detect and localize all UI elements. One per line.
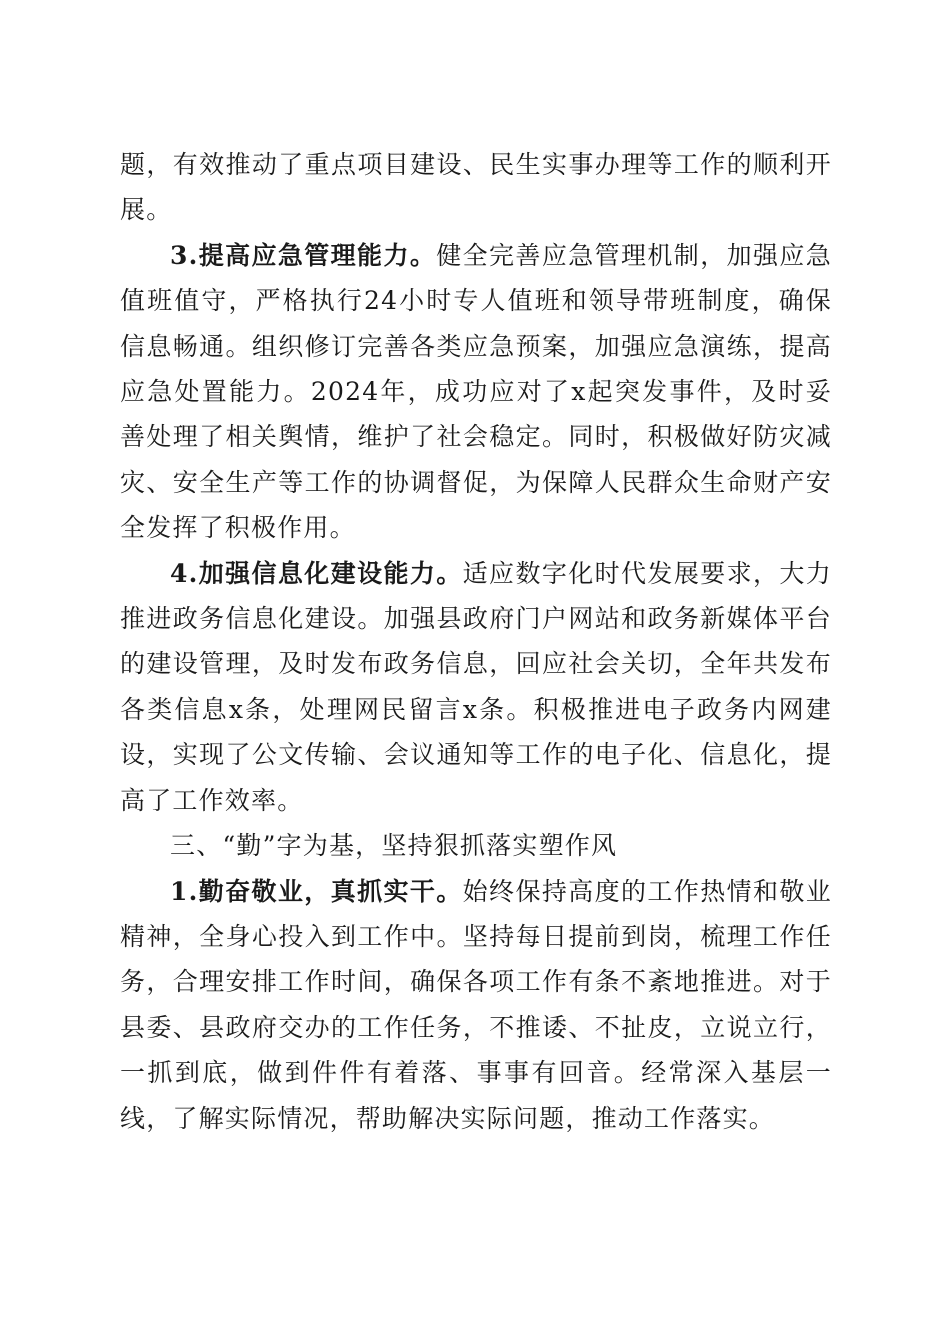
paragraph-continuation	[120, 142, 832, 233]
paragraph-emergency-management	[120, 233, 832, 551]
paragraph-heading: 4.加强信息化建设能力。	[170, 558, 463, 588]
paragraph-text: 适应数字化时代发展要求，大力推进政务信息化建设。加强县政府门户网站和政务新媒体平台的建设管理，及时发布政务信息，回应社会关切，全年共发布各类信息x条，处理网民留言x条。积极推进电子政务内网建设，实现了公文传输、会议通知等工作的电子化、信息化，提高了工作效率。	[120, 558, 832, 815]
document-body	[120, 142, 832, 1141]
paragraph-diligence	[120, 869, 832, 1141]
paragraph-text: 健全完善应急管理机制，加强应急值班值守，严格执行24小时专人值班和领导带班制度，确保信息畅通。组织修订完善各类应急预案，加强应急演练，提高应急处置能力。2024年，成功应对了x起突发事件，及时妥善处理了相关舆情，维护了社会稳定。同时，积极做好防灾减灾、安全生产等工作的协调督促，为保障人民群众生命财产安全发挥了积极作用。	[120, 240, 832, 543]
section-heading	[120, 823, 832, 868]
paragraph-heading: 1.勤奋敬业，真抓实干。	[170, 876, 463, 906]
paragraph-text: 题，有效推动了重点项目建设、民生实事办理等工作的顺利开展。	[120, 150, 832, 225]
paragraph-heading: 3.提高应急管理能力。	[170, 240, 437, 270]
section-heading-text: 三、“勤”字为基，坚持狠抓落实塑作风	[170, 831, 618, 861]
paragraph-text: 始终保持高度的工作热情和敬业精神，全身心投入到工作中。坚持每日提前到岗，梳理工作任务，合理安排工作时间，确保各项工作有条不紊地推进。对于县委、县政府交办的工作任务，不推诿、不扯皮，立说立行，一抓到底，做到件件有着落、事事有回音。经常深入基层一线，了解实际情况，帮助解决实际问题，推动工作落实。	[120, 876, 832, 1133]
paragraph-informatization	[120, 551, 832, 823]
